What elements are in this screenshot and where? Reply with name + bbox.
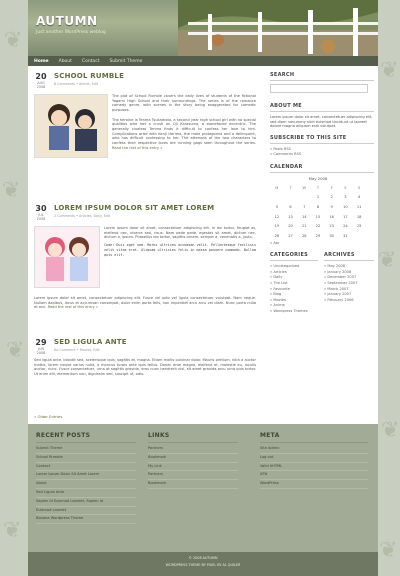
calendar <box>270 183 366 241</box>
calendar-day: 27 <box>288 233 293 238</box>
categories-block <box>270 252 318 314</box>
calendar-weekday: F <box>330 185 333 190</box>
footer-link[interactable]: Partners <box>148 445 238 454</box>
post-date <box>34 72 48 89</box>
background-leaf-icon: ❦ <box>4 28 23 53</box>
code-block: Code: Duis eget sem. Morbi ultrices accumsan velit. Pellentesque facilisis velit vitae erat. Aliquam ultricies felis in massa posuere commodo. Nullam quis elit. <box>104 243 256 257</box>
post-meta[interactable]: No Comment • Movies, Edit <box>54 348 100 352</box>
footer-link[interactable]: Site Admin <box>260 445 368 454</box>
subscribe-heading: SUBSCRIBE TO THIS SITE <box>270 135 374 144</box>
category-link[interactable]: » Daily <box>270 275 283 280</box>
post-title[interactable]: SCHOOL RUMBLE <box>54 72 125 80</box>
post-meta[interactable]: 2 Comments • Articles, Daily, Edit <box>54 214 111 218</box>
calendar-day: 21 <box>301 224 307 229</box>
footer-links <box>148 432 238 489</box>
post-excerpt <box>112 94 256 150</box>
footer-link[interactable]: WordPress <box>260 480 368 489</box>
footer-heading: RECENT POSTS <box>36 432 136 443</box>
footer-link[interactable]: About <box>36 480 136 489</box>
post-title[interactable]: SED LIGULA ANTE <box>54 338 127 346</box>
older-entries-link[interactable]: « Older Entries <box>34 414 63 419</box>
footer-link[interactable]: School Rumble <box>36 454 136 463</box>
background-leaf-icon: ❦ <box>381 418 400 443</box>
calendar-day: 12 <box>274 214 280 219</box>
calendar-day: 19 <box>274 224 280 229</box>
footer-meta <box>260 432 368 489</box>
archives-heading: ARCHIVES <box>324 252 374 261</box>
archive-link[interactable]: » January 2007 <box>324 292 352 297</box>
calendar-weekday: S <box>357 185 361 190</box>
calendar-day: 18 <box>356 214 362 219</box>
categories-list <box>270 264 318 314</box>
archive-link[interactable]: » December 2007 <box>324 275 357 280</box>
subscribe-link[interactable]: » Posts RSS <box>270 146 291 151</box>
post-day: 20 <box>35 72 47 81</box>
post-school-rumble <box>34 72 256 190</box>
calendar-day: 2 <box>330 195 333 200</box>
archive-link[interactable]: » March 2007 <box>324 286 349 291</box>
post-day: 30 <box>35 204 47 213</box>
footer-link[interactable]: Submit Theme <box>36 445 136 454</box>
calendar-day: 30 <box>329 233 334 238</box>
nav-about[interactable]: About <box>58 58 72 64</box>
calendar-day: 11 <box>356 204 362 209</box>
calendar-day: 17 <box>343 214 348 219</box>
site-header <box>28 0 378 56</box>
calendar-day: 1 <box>316 195 320 200</box>
nav-home[interactable]: Home <box>34 58 49 64</box>
about-heading: ABOUT ME <box>270 103 374 112</box>
calendar-day <box>352 231 366 241</box>
footer-link[interactable]: My Link <box>148 463 238 472</box>
post-excerpt <box>34 358 256 377</box>
calendar-day: 15 <box>315 214 321 219</box>
category-link[interactable]: » Articles <box>270 269 287 274</box>
post-date <box>34 204 48 221</box>
copyright-bar <box>28 552 378 576</box>
footer-link[interactable]: Sed Ligula Ante <box>36 489 136 498</box>
calendar-prev-link[interactable]: « Apr <box>270 240 280 245</box>
footer-heading: LINKS <box>148 432 238 443</box>
footer-link[interactable]: Lorem Ipsum Dolor Sit Amet Lorem <box>36 471 136 480</box>
calendar-day: 5 <box>275 204 278 209</box>
post-excerpt <box>34 296 256 310</box>
calendar-day: 26 <box>274 233 280 238</box>
post-month: JUN 2008 <box>36 347 46 355</box>
footer-link[interactable]: Bookmark <box>148 480 238 489</box>
calendar-day <box>284 193 298 203</box>
post-paragraph: Sed ligula ante, blandit sed, scelerisque quis, sagittis et, magna. Etiam mollis pulvinar dolor. Mauris pretium, nibh a auctor mattis, lorem neque varius nulla, a rhoncus turpis ante quis tellus. Donec ante magna, eleifend et, molestie eu, iaculis auctor, nunc. Fusce consectetuer, urna at sagittis gravida, eros nunc hendrerit nisl, sit amet gravida arcu urna quis tortor. Ut enim elit, elementum non, dignissim sed, suscipit ut, odio. <box>34 358 256 377</box>
footer-heading: META <box>260 432 368 443</box>
categories-archives-row <box>270 252 374 314</box>
calendar-day: 3 <box>344 195 347 200</box>
read-more-link[interactable]: Read the rest of this entry » <box>47 305 99 310</box>
calendar-weekday: T <box>289 185 292 190</box>
background-leaf-icon: ❦ <box>379 538 398 563</box>
post-meta[interactable]: 6 Comments • Anime, Edit <box>54 82 99 86</box>
footer <box>28 424 378 552</box>
calendar-day: 16 <box>329 214 334 219</box>
footer-link[interactable]: Log out <box>260 454 368 463</box>
post-month: JUL 2008 <box>36 213 46 221</box>
calendar-day: 29 <box>315 233 321 238</box>
category-link[interactable]: » Uncategorized <box>270 264 300 269</box>
footer-recent-posts <box>36 432 136 524</box>
post-image <box>34 94 108 158</box>
post-sed-ligula <box>34 338 256 408</box>
credit-text[interactable]: WORDPRESS THEME BY PIXEL BY AL QUILER <box>165 563 241 567</box>
background-leaf-icon: ❦ <box>6 338 25 363</box>
calendar-day: 6 <box>289 204 292 209</box>
calendar-weekday: W <box>302 185 307 190</box>
footer-link[interactable]: Partners <box>148 471 238 480</box>
calendar-heading: CALENDAR <box>270 164 374 173</box>
calendar-weekday: S <box>344 185 347 190</box>
calendar-day: 31 <box>343 233 348 238</box>
calendar-weekday: T <box>316 185 320 190</box>
search-input[interactable] <box>270 84 368 93</box>
nav-contact[interactable]: Contact <box>81 58 100 64</box>
archive-link[interactable]: » February 2006 <box>324 297 354 302</box>
calendar-day: 24 <box>343 224 348 229</box>
post-day: 29 <box>35 338 47 347</box>
footer-link[interactable]: Banana Wordpress Theme <box>36 515 136 524</box>
calendar-weekday: M <box>275 185 279 190</box>
archive-link[interactable]: » May 2008 <box>324 264 346 269</box>
category-link[interactable]: » Wordpress Themes <box>270 308 308 313</box>
footer-link[interactable]: Bookmark <box>148 454 238 463</box>
post-paragraph: The plot of School Rumble covers the daily lives of students of the fictional Yagami High School and their surroundings. The series is of the romance comedy genre, with scenes in the story being exaggerated for comedic purposes. <box>112 94 256 113</box>
calendar-day: 9 <box>330 204 333 209</box>
post-date <box>34 338 48 355</box>
calendar-day: 14 <box>301 214 307 219</box>
calendar-day: 10 <box>343 204 348 209</box>
sidebar <box>270 72 374 314</box>
archive-link[interactable]: » September 2007 <box>324 280 358 285</box>
site-title[interactable]: AUTUMN <box>36 14 98 28</box>
archive-link[interactable]: » January 2008 <box>324 269 352 274</box>
fence-header-image <box>178 0 378 56</box>
footer-link[interactable]: Contact <box>36 463 136 472</box>
footer-link[interactable]: Euismod Laoreet <box>36 507 136 516</box>
category-link[interactable]: » Movies <box>270 297 286 302</box>
read-more-link[interactable]: Read the rest of this entry » <box>112 145 163 150</box>
site-tagline: Just another WordPress weblog <box>36 30 106 35</box>
post-paragraph: Lorem ipsum dolor sit amet, consectetuer adipiscing elit. In dui tortor, feugiat at, eleifend nec, viverra sed, risus. Nam pede pede, egestas sit amet, dictum nec, dictum a, ipsum. Phasellus leo tortor, sagittis ornare, semper a, venenatis a, justo. <box>104 226 256 240</box>
copyright-text: © 2008 AUTUMN <box>188 556 218 560</box>
page-wrapper <box>28 0 378 576</box>
post-excerpt <box>104 226 256 257</box>
calendar-day: 28 <box>301 233 307 238</box>
subscribe-link[interactable]: » Comments RSS <box>270 152 302 157</box>
post-month: AUG 2008 <box>36 81 46 89</box>
calendar-day: 8 <box>316 204 320 209</box>
about-text: Lorem ipsum dolor sit amet, consectetuer adipiscing elit, sed diam nonummy nibh euismod tincidunt ut laoreet dolore magna aliquam erat volutpat. <box>270 115 373 129</box>
calendar-caption: May 2008 <box>308 175 328 181</box>
main-content <box>34 72 256 377</box>
category-link[interactable]: » Anime <box>270 303 285 308</box>
category-link[interactable]: » Favourite <box>270 286 290 291</box>
main-nav <box>28 56 378 66</box>
calendar-day: 23 <box>329 224 334 229</box>
archives-block <box>324 252 374 314</box>
footer-link[interactable]: Valid XHTML <box>260 463 368 472</box>
post-title[interactable]: LOREM IPSUM DOLOR SIT AMET LOREM <box>54 204 215 212</box>
calendar-day: 25 <box>356 224 362 229</box>
post-paragraph: The heroine is Tenma Tsukamoto, a second year high school girl with no special qualities who has a crush on Oji Karasuma, a stonefaced eccentric. The generally clueless Tenma finds it difficult to confess her love to him. Complications arise with Kenji Harima, the male protagonist and a delinquent, who has difficult confessing to her. The attempts of the two characters to confess their respective loves are running gags seen throughout the series. <box>112 117 256 146</box>
post-lorem-ipsum <box>34 204 256 344</box>
background-leaf-icon: ❦ <box>3 518 22 543</box>
calendar-day: 13 <box>288 214 293 219</box>
footer-link[interactable]: Sapien Id Euismod Laoreet, Sapien Id <box>36 498 136 507</box>
category-link[interactable]: » The List <box>270 280 288 285</box>
background-leaf-icon: ❦ <box>380 58 399 83</box>
calendar-day: 20 <box>288 224 293 229</box>
calendar-day: 22 <box>315 224 321 229</box>
archives-list <box>324 264 374 303</box>
calendar-day <box>270 193 284 203</box>
subscribe-list <box>270 147 374 158</box>
footer-link[interactable]: XFN <box>260 471 368 480</box>
calendar-day <box>297 193 311 203</box>
category-link[interactable]: » Blog <box>270 292 282 297</box>
nav-submit-theme[interactable]: Submit Theme <box>109 58 143 64</box>
calendar-day: 4 <box>357 195 361 200</box>
background-leaf-icon: ❦ <box>2 178 21 203</box>
calendar-day: 7 <box>303 204 306 209</box>
post-image <box>34 226 100 288</box>
categories-heading: CATEGORIES <box>270 252 318 261</box>
background-leaf-icon: ❦ <box>378 248 397 273</box>
search-heading: SEARCH <box>270 72 374 81</box>
post-paragraph: Lorem ipsum dolor sit amet, consectetuer adipiscing elit. Fusce vel odio vel ligula consectetuer volutpat. Nam neque. Nullam dapibus, lacus et accumsan consequat, dolor enim porta felis, non imperdiet arcu arcu vel diam. Nunc porta nulla et orci. <box>34 296 256 310</box>
